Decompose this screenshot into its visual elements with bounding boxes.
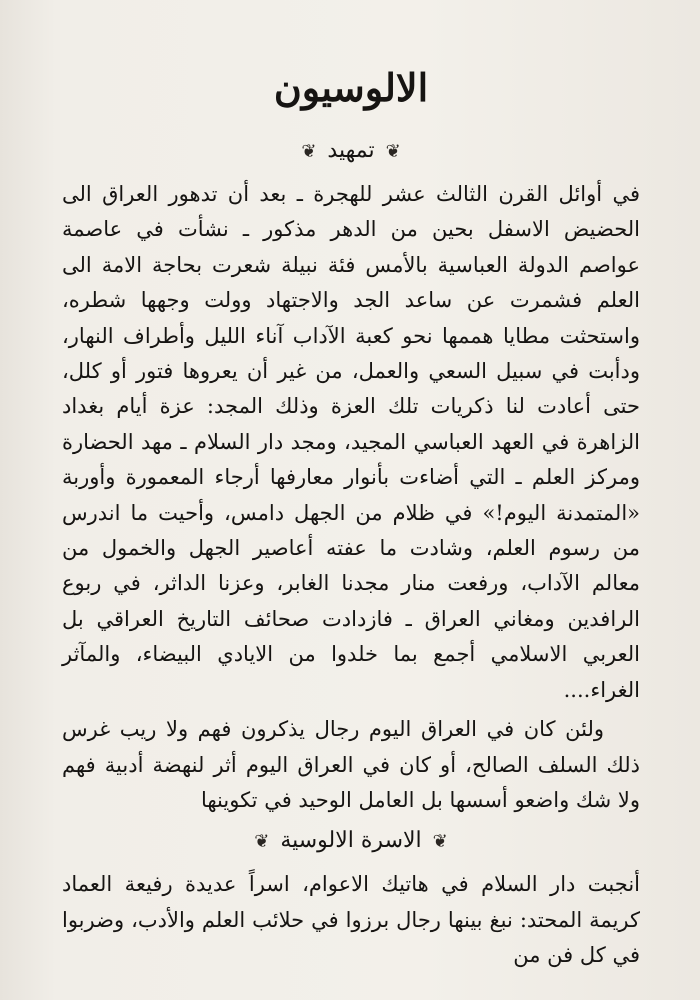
paragraph: أنجبت دار السلام في هاتيك الاعوام، اسراً عديدة رفيعة العماد كريمة المحتد: نبغ بينها رجال برزوا في حلائب العلم والأدب، وضربوا في كل فن من xyxy=(62,872,640,968)
section-heading-text: الاسرة الالوسية xyxy=(280,828,422,854)
ornament-icon: ❦ xyxy=(254,831,270,853)
paragraph: في أوائل القرن الثالث عشر للهجرة ـ بعد أن تدهور العراق الى الحضيض الاسفل بحين من الدهر مذكور ـ نشأت في عاصمة عواصم الدولة العباسية بالأمس فئة نبيلة شعرت بحاجة الامة الى العلم فشمرت عن ساعد الجد والاجتهاد وولت وجهها شطره، واستحثت مطايا هممها نحو كعبة الآداب آناء الليل وأطراف النهار، ودأبت في سبيل السعي والعمل، من غير أن يعروها فتور أو كلل، حتى أعادت لنا ذكريات تلك العزة وذلك المجد: عزة أيام بغداد الزاهرة في العهد العباسي المجيد، ومجد دار السلام ـ مهد الحضارة ومركز العلم ـ التي أضاءت بأنوار معارفها أرجاء المعمورة وأوربة «المتمدنة اليوم!» في ظلام من الجهل دامس، وأحيت ما اندرس من رسوم العلم، وشادت ما عفته أعاصير الجهل والخمول من معالم الآداب، ورفعت منار مجدنا الغابر، وعزنا الداثر، في ربوع الرافدين ومغاني العراق ـ فازدادت صحائف التاريخ العراقي بل العربي الاسلامي أجمع بما خلدوا من الايادي البيضاء، والمآثر الغراء.... xyxy=(62,182,640,702)
ornament-icon: ❦ xyxy=(385,141,401,162)
section-heading-text: تمهيد xyxy=(327,138,375,163)
page-content xyxy=(62,64,640,974)
ornament-icon: ❦ xyxy=(301,141,317,162)
ornament-icon: ❦ xyxy=(432,831,448,853)
section-heading-intro xyxy=(62,136,640,167)
section-heading-family xyxy=(62,826,640,857)
paragraph: ولئن كان في العراق اليوم رجال يذكرون فهم ولا ريب غرس ذلك السلف الصالح، أو كان في العراق اليوم أثر لنهضة أدبية فهم ولا شك واضعو أسسها بل العامل الوحيد في تكوينها xyxy=(62,717,640,812)
page-title: الالوسيون xyxy=(273,65,429,110)
